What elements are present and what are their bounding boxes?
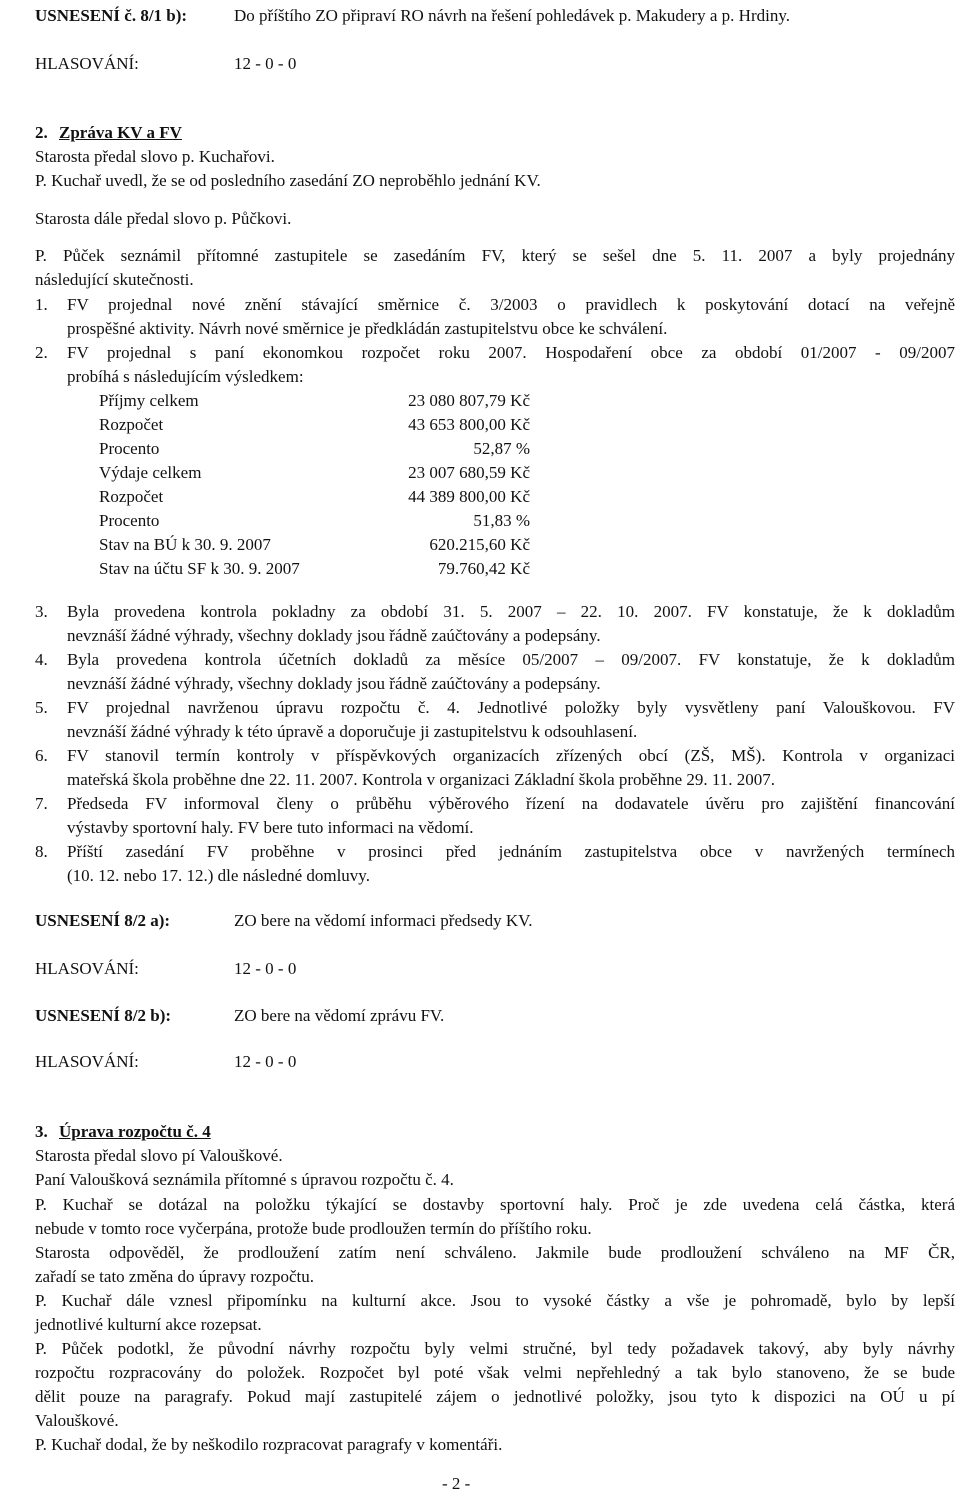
list-item-text: prospěšné aktivity. Návrh nové směrnice je předkládán zastupitelstvu obce ke schválení. (67, 319, 668, 338)
page-number: - 2 - (442, 1474, 471, 1493)
list-item-text: Příští zasedání FV proběhne v prosinci před jednáním zastupitelstva obce v navržených termínech (67, 842, 955, 861)
list-item-text: Byla provedena kontrola pokladny za období 31. 5. 2007 – 22. 10. 2007. FV konstatuje, že k dokladům (67, 602, 955, 621)
list-item-text: výstavby sportovní haly. FV bere tuto informaci na vědomí. (67, 818, 474, 837)
paragraph-line: následující skutečnosti. (35, 270, 194, 289)
list-number: 7. (35, 794, 48, 813)
paragraph-line: P. Půček podotkl, že původní návrhy rozpočtu byly velmi stručné, byl tedy požadavek takový, aby byly návrhy (35, 1339, 955, 1358)
table-row-label: Stav na BÚ k 30. 9. 2007 (99, 535, 271, 554)
paragraph-line: jednotlivé kulturní akce rozepsat. (35, 1315, 262, 1334)
resolution-text: ZO bere na vědomí informaci předsedy KV. (234, 911, 533, 930)
resolution-label: USNESENÍ 8/2 b): (35, 1006, 172, 1025)
table-row-label: Příjmy celkem (99, 391, 199, 410)
list-item-text: FV projednal s paní ekonomkou rozpočet roku 2007. Hospodaření obce za období 01/2007 - 09/2007 (67, 343, 955, 362)
table-row-value: 23 080 807,79 Kč (408, 391, 530, 410)
list-number: 1. (35, 295, 48, 314)
section-number: 2. (35, 123, 48, 142)
table-row-value: 51,83 % (473, 511, 530, 530)
list-item-text: nevznáší žádné výhrady k této úpravě a doporučuje ji zastupitelstvu k odsouhlasení. (67, 722, 638, 741)
list-number: 3. (35, 602, 48, 621)
table-row-label: Rozpočet (99, 487, 164, 506)
table-row-value: 23 007 680,59 Kč (408, 463, 530, 482)
paragraph-line: P. Kuchař dále vznesl připomínku na kulturní akce. Jsou to vysoké částky a vše je pohromadě, bylo by lepší (35, 1291, 955, 1310)
vote-label: HLASOVÁNÍ: (35, 959, 139, 978)
table-row-label: Stav na účtu SF k 30. 9. 2007 (99, 559, 300, 578)
list-number: 5. (35, 698, 48, 717)
paragraph-line: P. Půček seznámil přítomné zastupitele se zasedáním FV, který se sešel dne 5. 11. 2007 a byly projednány (35, 246, 955, 265)
vote-result: 12 - 0 - 0 (234, 959, 297, 978)
resolution-text: ZO bere na vědomí zprávu FV. (234, 1006, 445, 1025)
resolution-label: USNESENÍ 8/2 a): (35, 911, 171, 930)
table-row-value: 44 389 800,00 Kč (408, 487, 530, 506)
table-row-value: 43 653 800,00 Kč (408, 415, 530, 434)
table-row-label: Výdaje celkem (99, 463, 202, 482)
resolution-label: USNESENÍ č. 8/1 b): (35, 6, 188, 25)
section-title: Zpráva KV a FV (59, 123, 182, 142)
list-number: 6. (35, 746, 48, 765)
paragraph-line: P. Kuchař dodal, že by neškodilo rozpracovat paragrafy v komentáři. (35, 1435, 503, 1454)
list-item-text: FV stanovil termín kontroly v příspěvkových organizacích zřízených obcí (ZŠ, MŠ). Kontrola v organizaci (67, 746, 955, 765)
list-item-text: nevznáší žádné výhrady, všechny doklady jsou řádně zaúčtovány a podepsány. (67, 674, 601, 693)
list-item-text: probíhá s následujícím výsledkem: (67, 367, 304, 386)
vote-result: 12 - 0 - 0 (234, 54, 297, 73)
table-row-label: Procento (99, 511, 160, 530)
table-row-label: Rozpočet (99, 415, 164, 434)
paragraph-line: rozpočtu rozpracovány do položek. Rozpočet byl poté však velmi nepřehledný a tak bylo stanoveno, že se bude (35, 1363, 955, 1382)
list-item-text: FV projednal nové znění stávající směrnice č. 3/2003 o pravidlech k poskytování dotací na veřejně (67, 295, 955, 314)
list-number: 4. (35, 650, 48, 669)
paragraph-line: zařadí se tato změna do úpravy rozpočtu. (35, 1267, 314, 1286)
paragraph-line: Starosta předal slovo p. Kuchařovi. (35, 147, 275, 166)
paragraph-line: Paní Valoušková seznámila přítomné s úpravou rozpočtu č. 4. (35, 1170, 454, 1189)
table-row-value: 52,87 % (473, 439, 530, 458)
vote-label: HLASOVÁNÍ: (35, 54, 139, 73)
list-item-text: nevznáší žádné výhrady, všechny doklady jsou řádně zaúčtovány a podepsány. (67, 626, 601, 645)
paragraph-line: P. Kuchař uvedl, že se od posledního zasedání ZO neproběhlo jednání KV. (35, 171, 541, 190)
list-number: 2. (35, 343, 48, 362)
paragraph-line: Valouškové. (35, 1411, 119, 1430)
list-item-text: Byla provedena kontrola účetních dokladů za měsíce 05/2007 – 09/2007. FV konstatuje, že k dokladům (67, 650, 955, 669)
list-item-text: mateřská škola proběhne dne 22. 11. 2007. Kontrola v organizaci Základní škola proběhne 29. 11. 2007. (67, 770, 775, 789)
resolution-text: Do příštího ZO připraví RO návrh na řešení pohledávek p. Makudery a p. Hrdiny. (234, 6, 790, 25)
list-number: 8. (35, 842, 48, 861)
list-item-text: Předseda FV informoval členy o průběhu výběrového řízení na dodavatele úvěru pro zajištění financování (67, 794, 955, 813)
paragraph-line: Starosta dále předal slovo p. Půčkovi. (35, 209, 292, 228)
vote-result: 12 - 0 - 0 (234, 1052, 297, 1071)
paragraph-line: nebude v tomto roce vyčerpána, protože bude prodloužen termín do příštího roku. (35, 1219, 592, 1238)
paragraph-line: P. Kuchař se dotázal na položku týkající se dostavby sportovní haly. Proč je zde uvedena celá částka, která (35, 1195, 955, 1214)
vote-label: HLASOVÁNÍ: (35, 1052, 139, 1071)
section-title: Úprava rozpočtu č. 4 (59, 1122, 211, 1141)
paragraph-line: dělit pouze na paragrafy. Pokud mají zastupitelé zájem o jednotlivé položky, jsou tyto k dispozici na OÚ u pí (35, 1387, 955, 1406)
table-row-value: 79.760,42 Kč (437, 559, 530, 578)
table-row-label: Procento (99, 439, 160, 458)
list-item-text: FV projednal navrženou úpravu rozpočtu č. 4. Jednotlivé položky byly vysvětleny paní Valouškovou. FV (67, 698, 955, 717)
section-number: 3. (35, 1122, 48, 1141)
paragraph-line: Starosta odpověděl, že prodloužení zatím není schváleno. Jakmile bude prodloužení schváleno na MF ČR, (35, 1243, 955, 1262)
list-item-text: (10. 12. nebo 17. 12.) dle následné domluvy. (67, 866, 370, 885)
paragraph-line: Starosta předal slovo pí Valouškové. (35, 1146, 283, 1165)
table-row-value: 620.215,60 Kč (429, 535, 530, 554)
